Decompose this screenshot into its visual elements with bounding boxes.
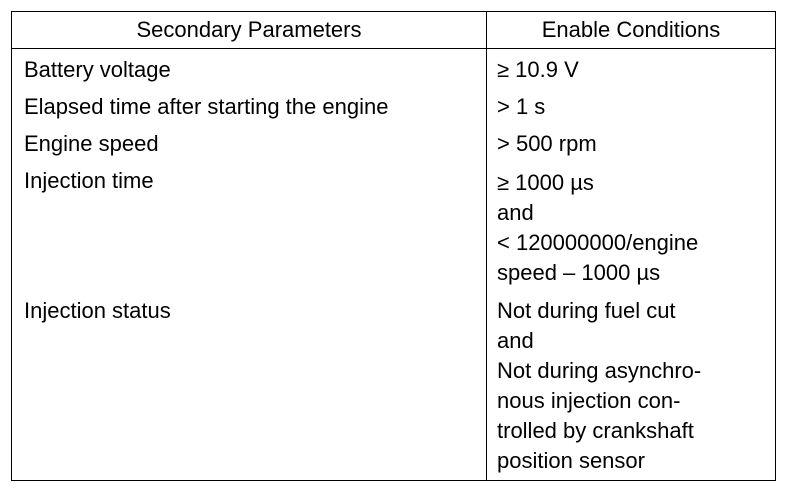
- param-injection-status: Injection status: [24, 298, 171, 323]
- param-injection-time: Injection time: [24, 168, 154, 193]
- param-engine-speed: Engine speed: [24, 131, 159, 156]
- cond-battery-voltage: ≥ 10.9 V: [497, 57, 579, 82]
- cond-injection-status-line-6: position sensor: [497, 448, 645, 473]
- cond-injection-time-line-1: ≥ 1000 µs: [497, 170, 594, 195]
- cond-injection-time-line-3: < 120000000/engine: [497, 230, 699, 255]
- param-elapsed-time: Elapsed time after starting the engine: [24, 94, 389, 119]
- cond-injection-status-line-1: Not during fuel cut: [497, 298, 676, 323]
- cond-injection-status-line-3: Not during asynchro-: [497, 358, 702, 383]
- param-battery-voltage: Battery voltage: [24, 57, 171, 82]
- cond-injection-time-line-2: and: [497, 200, 534, 225]
- cond-injection-status-line-5: trolled by crankshaft: [497, 418, 694, 443]
- cond-engine-speed: > 500 rpm: [497, 131, 597, 156]
- cond-injection-status-line-2: and: [497, 328, 534, 353]
- enable-conditions-table: [11, 11, 776, 481]
- cond-injection-time-line-4: speed – 1000 µs: [497, 260, 661, 285]
- header-enable-conditions: Enable Conditions: [541, 17, 721, 42]
- header-secondary-parameters: Secondary Parameters: [136, 17, 362, 42]
- header-divider: [12, 48, 775, 49]
- cond-injection-status-line-4: nous injection con-: [497, 388, 681, 413]
- column-divider: [486, 12, 487, 480]
- cond-elapsed-time: > 1 s: [497, 94, 546, 119]
